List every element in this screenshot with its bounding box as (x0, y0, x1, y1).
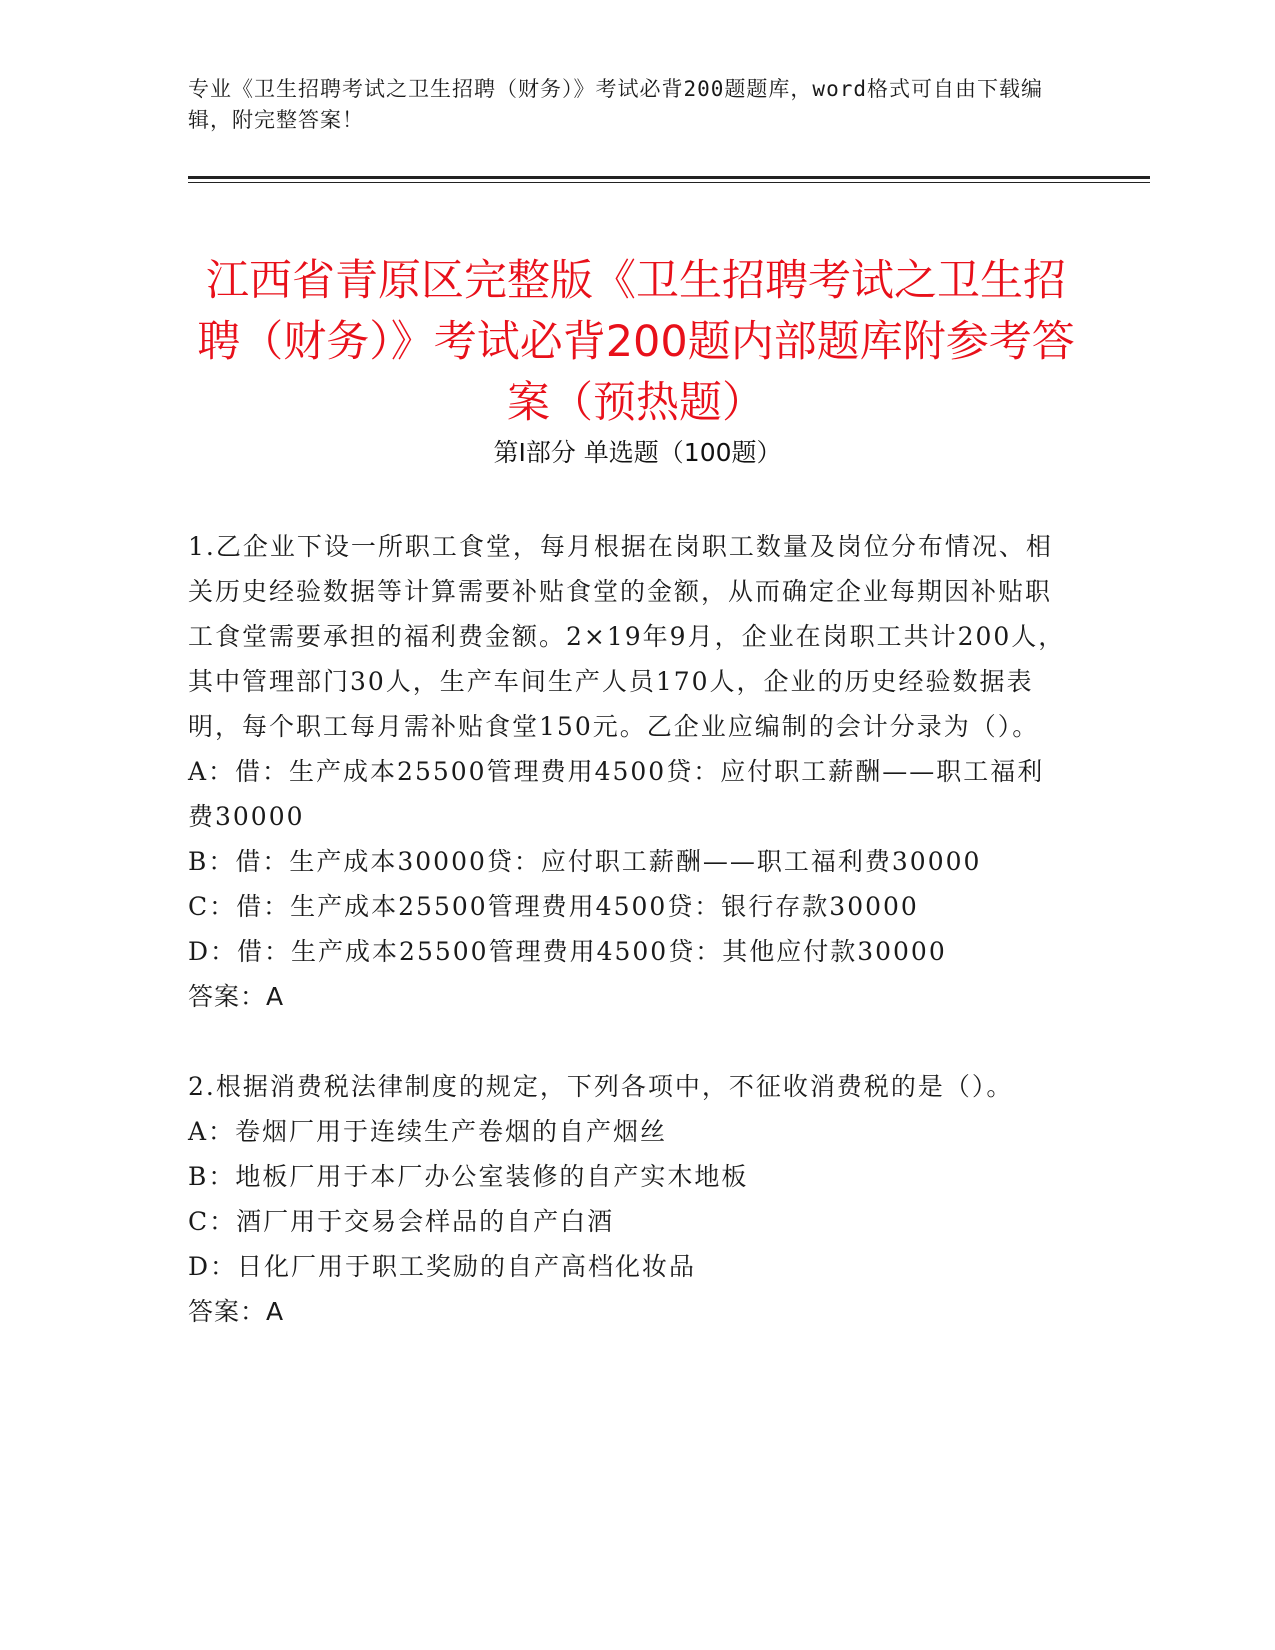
header-divider-thin (188, 182, 1150, 183)
option-a: A：卷烟厂用于连续生产卷烟的自产烟丝 (188, 1117, 668, 1146)
option-b: B：借：生产成本30000贷：应付职工薪酬——职工福利费30000 (188, 847, 982, 876)
header-note: 专业《卫生招聘考试之卫生招聘（财务）》考试必背200题题库，word格式可自由下载编辑，附完整答案！ (188, 77, 1043, 132)
option-c: C：借：生产成本25500管理费用4500贷：银行存款30000 (188, 892, 919, 921)
option-c: C：酒厂用于交易会样品的自产白酒 (188, 1207, 615, 1236)
option-b: B：地板厂用于本厂办公室装修的自产实木地板 (188, 1162, 749, 1191)
option-d: D：借：生产成本25500管理费用4500贷：其他应付款30000 (188, 937, 947, 966)
option-d: D：日化厂用于职工奖励的自产高档化妆品 (188, 1252, 697, 1281)
header-divider-thick (188, 176, 1150, 179)
question-list (188, 524, 1068, 1334)
question-stem: 1.乙企业下设一所职工食堂，每月根据在岗职工数量及岗位分布情况、相关历史经验数据等计算需要补贴食堂的金额，从而确定企业每期因补贴职工食堂需要承担的福利费金额。2×19年9月，企业在岗职工共计200人，其中管理部门30人，生产车间生产人员170人，企业的历史经验数据表明，每个职工每月需补贴食堂150元。乙企业应编制的会计分录为（）。 (188, 532, 1066, 741)
answer: 答案：A (188, 982, 285, 1011)
document-title: 江西省青原区完整版《卫生招聘考试之卫生招聘（财务）》考试必背200题内部题库附参考答案（预热题） (197, 255, 1075, 428)
question-item (188, 524, 1068, 1019)
question-item (188, 1064, 1068, 1334)
section-heading: 第Ⅰ部分 单选题（100题） (493, 438, 782, 467)
question-stem: 2.根据消费税法律制度的规定，下列各项中，不征收消费税的是（）。 (188, 1072, 1014, 1101)
answer: 答案：A (188, 1297, 285, 1326)
option-a: A：借：生产成本25500管理费用4500贷：应付职工薪酬——职工福利费30000 (188, 757, 1045, 831)
